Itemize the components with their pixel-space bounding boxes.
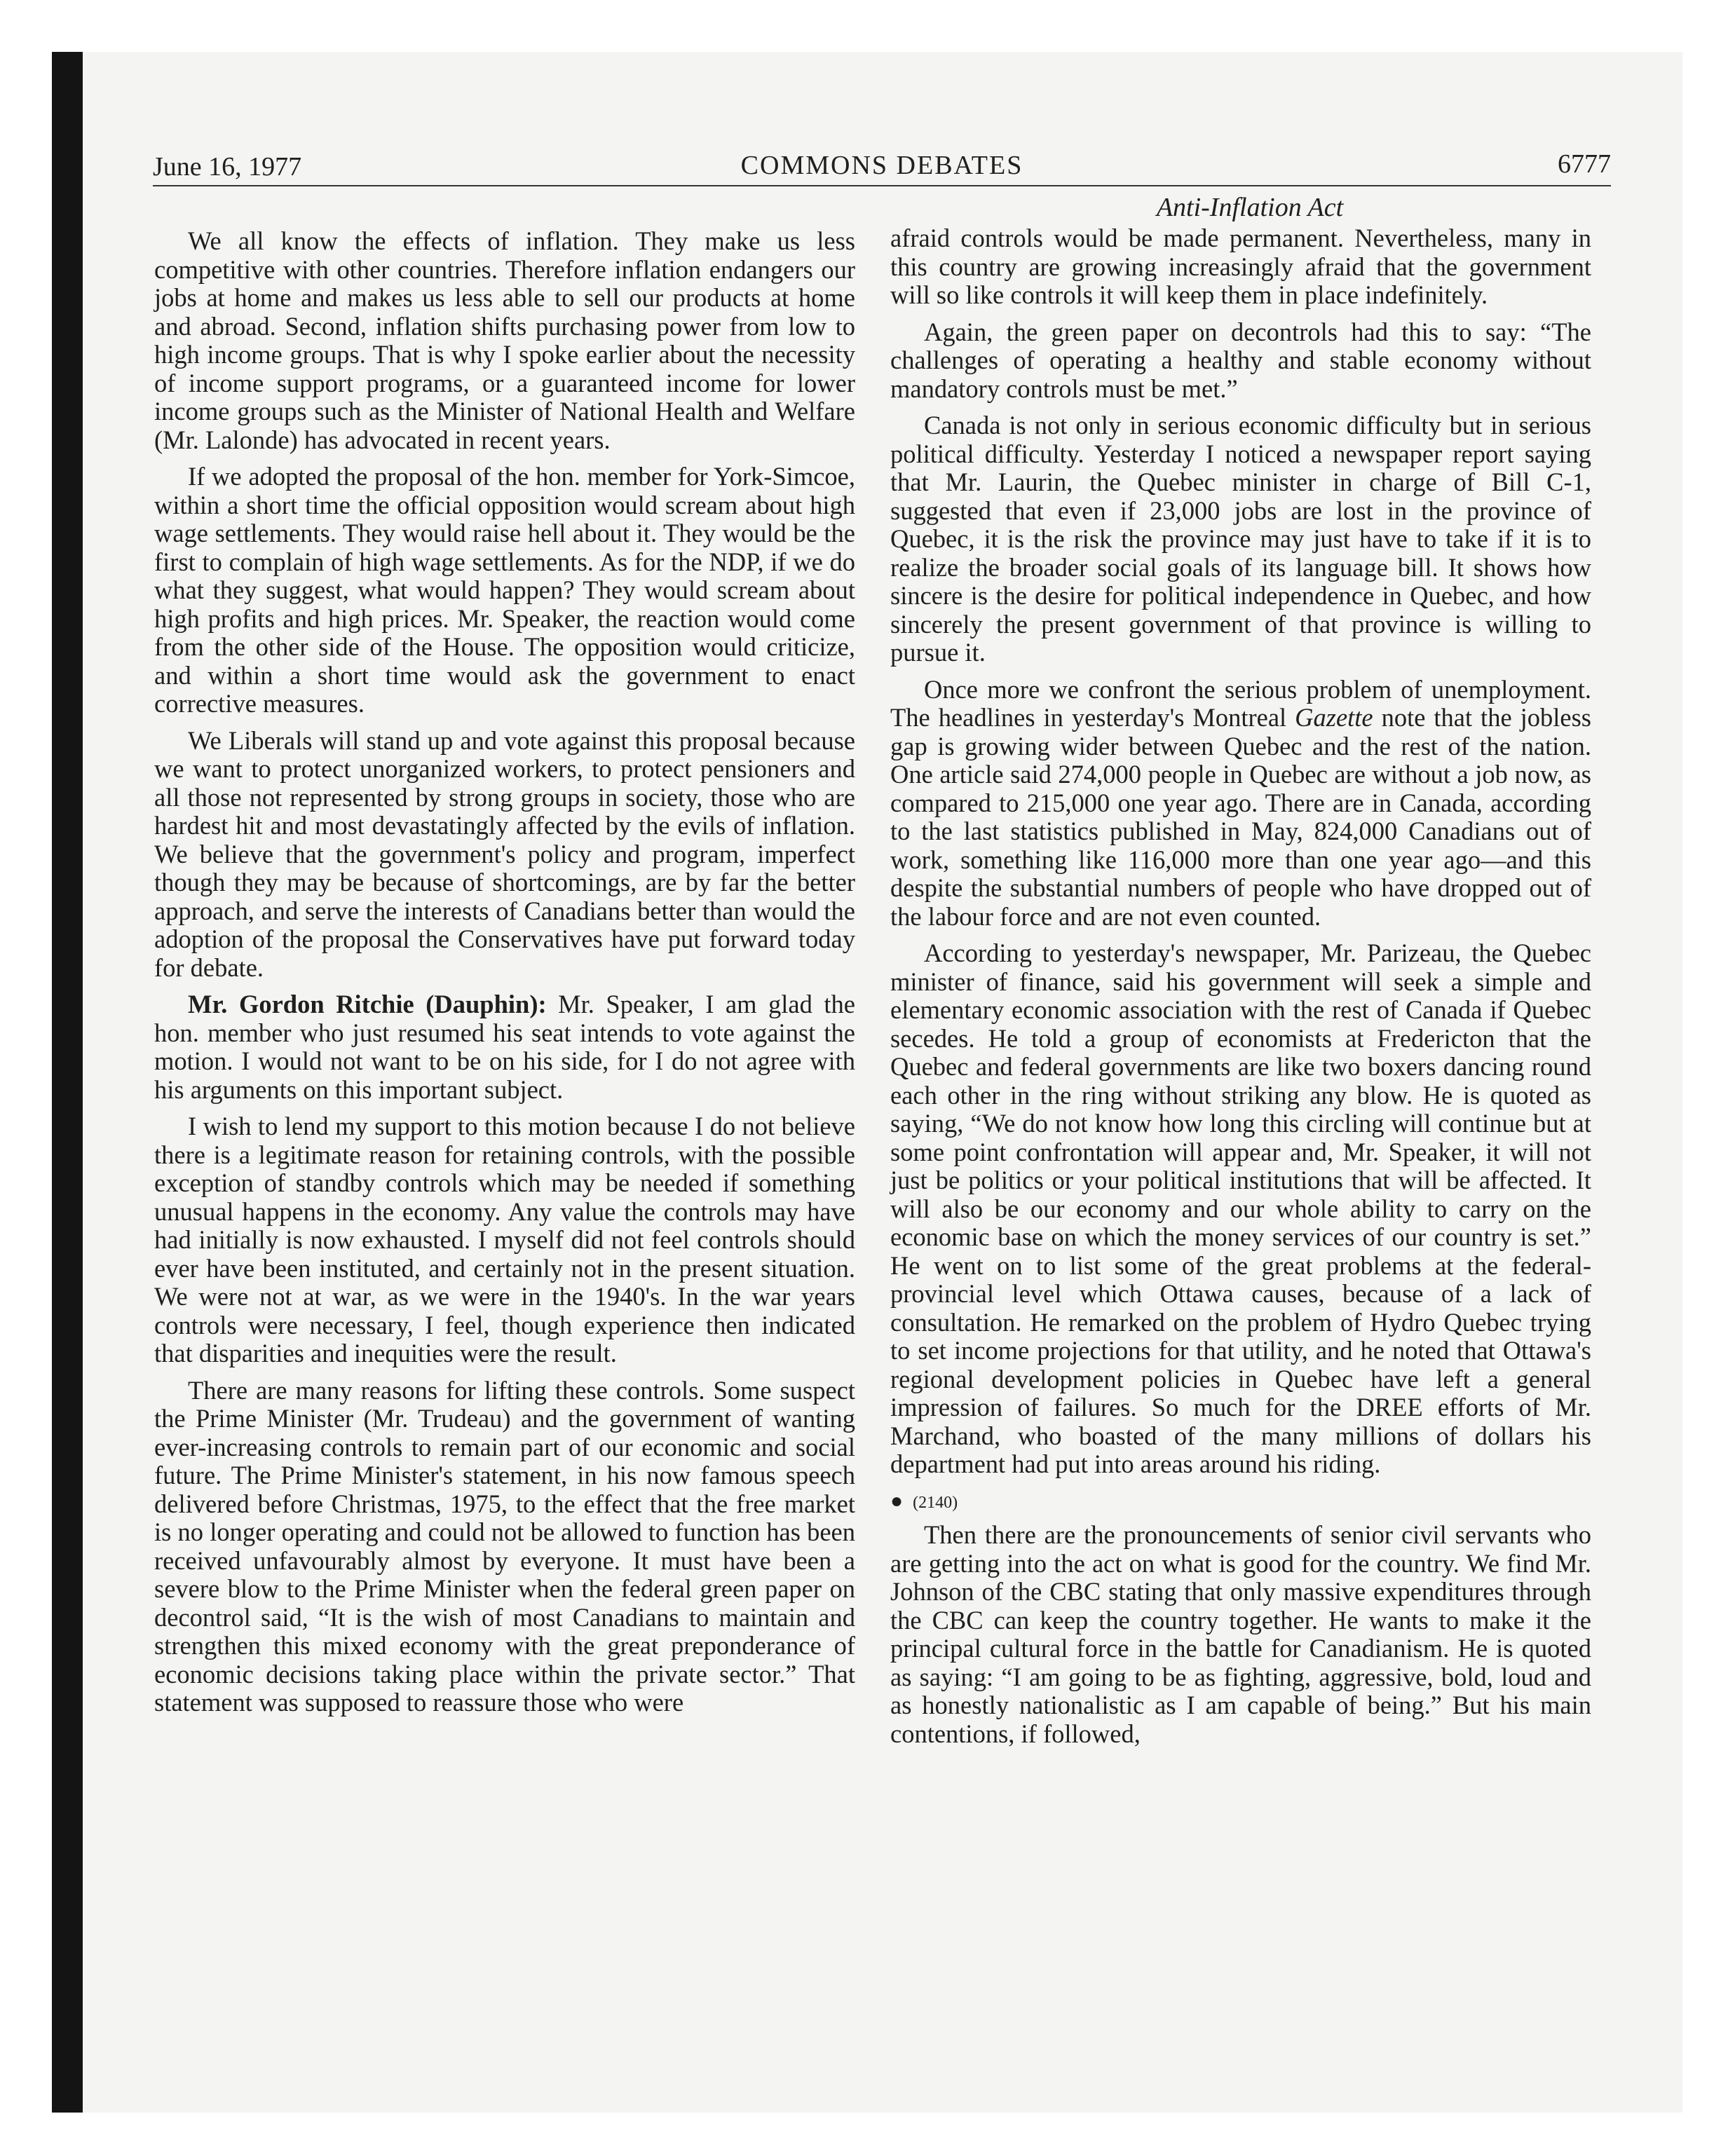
page-header — [153, 140, 1611, 186]
paragraph-text: note that the jobless gap is growing wider between Quebec and the rest of the nation. One article said 274,000 people in Quebec are without a job now, as compared to 215,000 one year ago. There are in Canada, according to the last statistics published in May, 824,000 Canadians out of work, something like 116,000 more than one year ago—and this despite the substantial numbers of people who have dropped out of the labour force and are not even counted. — [890, 703, 1591, 931]
paragraph — [890, 676, 1591, 932]
time-marker-text: (2140) — [913, 1493, 958, 1512]
paragraph: If we adopted the proposal of the hon. member for York-Simcoe, within a short time the official opposition would scream about high wage settlements. They would raise hell about it. They would be the first to complain of high wage settlements. As for the NDP, if we do what they suggest, what would happen? They would scream about high profits and high prices. Mr. Speaker, the reaction would come from the other side of the House. The opposition would criticize, and within a short time would ask the government to enact corrective measures. — [154, 462, 855, 718]
paragraph-text: Once more we confront the serious problem of unemployment. The headlines in yesterday's Montreal — [890, 674, 1591, 732]
scan-edge — [52, 52, 83, 2113]
paragraph: Then there are the pronouncements of senior civil servants who are getting into the act on what is good for the country. We find Mr. Johnson of the CBC stating that only massive expenditures through the CBC can keep the country together. He wants to make it the principal cultural force in the battle for Canadianism. He is quoted as saying: “I am going to be as fighting, aggressive, bold, loud and as honestly nationalistic as I am capable of being.” But his main contentions, if followed, — [890, 1520, 1591, 1748]
page-number: 6777 — [1558, 149, 1611, 179]
left-column — [154, 227, 855, 1726]
paragraph: We all know the effects of inflation. They make us less competitive with other countries. Therefore inflation endangers our jobs at home and makes us less able to sell our products at home and abroad. Second, inflation shifts purchasing power from low to high income groups. That is why I spoke earlier about the necessity of income support programs, or a guaranteed income for lower income groups such as the Minister of National Health and Welfare (Mr. Lalonde) has advocated in recent years. — [154, 226, 855, 454]
header-date: June 16, 1977 — [153, 152, 302, 182]
paragraph: According to yesterday's newspaper, Mr. Parizeau, the Quebec minister of finance, said his government will seek a simple and elementary economic association with the rest of Canada if Quebec secedes. He told a group of economists at Fredericton that the Quebec and federal governments are like two boxers dancing round each other in the ring without striking any blow. He is quoted as saying, “We do not know how long this circling will continue but at some point confrontation will appear and, Mr. Speaker, it will not just be politics or your political institutions that will be affected. It will also be our economy and our whole ability to carry on the economic base on which the money services of our country is set.” He went on to list some of the great problems at the federal-provincial level which Ottawa causes, because of a lack of consultation. He remarked on the problem of Hydro Quebec trying to set income projections for that utility, and he noted that Ottawa's regional development policies in Quebec have left a general impression of failures. So much for the DREE efforts of Mr. Marchand, who boasted of the many millions of dollars his department had put into areas around his riding. — [890, 939, 1591, 1478]
header-title: COMMONS DEBATES — [740, 151, 1023, 180]
paragraph: Again, the green paper on decontrols had this to say: “The challenges of operating a healthy and stable economy without mandatory controls must be met.” — [890, 317, 1591, 403]
paragraph: Canada is not only in serious economic difficulty but in serious political difficulty. Yesterday I noticed a newspaper report saying that Mr. Laurin, the Quebec minister in charge of Bill C-1, suggested that even if 23,000 jobs are lost in the province of Quebec, it is the risk the province may just have to take if it is to realize the broader social goals of its language bill. It shows how sincere is the desire for political independence in Quebec, and how sincerely the present government of that province is willing to pursue it. — [890, 411, 1591, 667]
newspaper-name: Gazette — [1295, 703, 1373, 732]
paragraph: afraid controls would be made permanent. Nevertheless, many in this country are growing increasingly afraid that the government will so like controls it will keep them in place indefinitely. — [890, 224, 1591, 309]
right-column — [890, 224, 1591, 1756]
speaker-name: Mr. Gordon Ritchie (Dauphin): — [188, 990, 547, 1018]
paragraph: We Liberals will stand up and vote against this proposal because we want to protect unorganized workers, to protect pensioners and all those not represented by strong groups in society, those who are hardest hit and most devastatingly affected by the evils of inflation. We believe that the government's policy and program, imperfect though they may be because of shortcomings, are by far the better approach, and serve the interests of Canadians better than would the adoption of the proposal the Conservatives have put forward today for debate. — [154, 725, 855, 982]
paragraph — [154, 990, 855, 1104]
running-head: Anti-Inflation Act — [1156, 193, 1344, 222]
paragraph: There are many reasons for lifting these controls. Some suspect the Prime Minister (Mr. Trudeau) and the government of wanting ever-increasing controls to remain part of our economic and social future. The Prime Minister's statement, in his now famous speech delivered before Christmas, 1975, to the effect that the free market is no longer operating and could not be allowed to function has been received unfavourably almost by everyone. It must have been a severe blow to the Prime Minister when the federal green paper on decontrol said, “It is the wish of most Canadians to maintain and strengthen this mixed economy with the great preponderance of economic decisions taking place within the private sector.” That statement was supposed to reassure those who were — [154, 1375, 855, 1717]
paragraph: I wish to lend my support to this motion because I do not believe there is a legitimate reason for retaining controls, with the possible exception of standby controls which may be needed if something unusual happens in the economy. Any value the controls may have had initially is now exhausted. I myself did not feel controls should ever have been instituted, and certainly not in the present situation. We were not at war, as we were in the 1940's. In the war years controls were necessary, I feel, though experience then indicated that disparities and inequities were the result. — [154, 1112, 855, 1367]
speech-text: Mr. Speaker, I am glad the hon. member who just resumed his seat intends to vote against the motion. I would not want to be on his side, for I do not agree with his arguments on this important subject. — [154, 990, 855, 1104]
time-marker — [890, 1487, 1591, 1517]
bullet-icon: ● — [890, 1489, 904, 1513]
